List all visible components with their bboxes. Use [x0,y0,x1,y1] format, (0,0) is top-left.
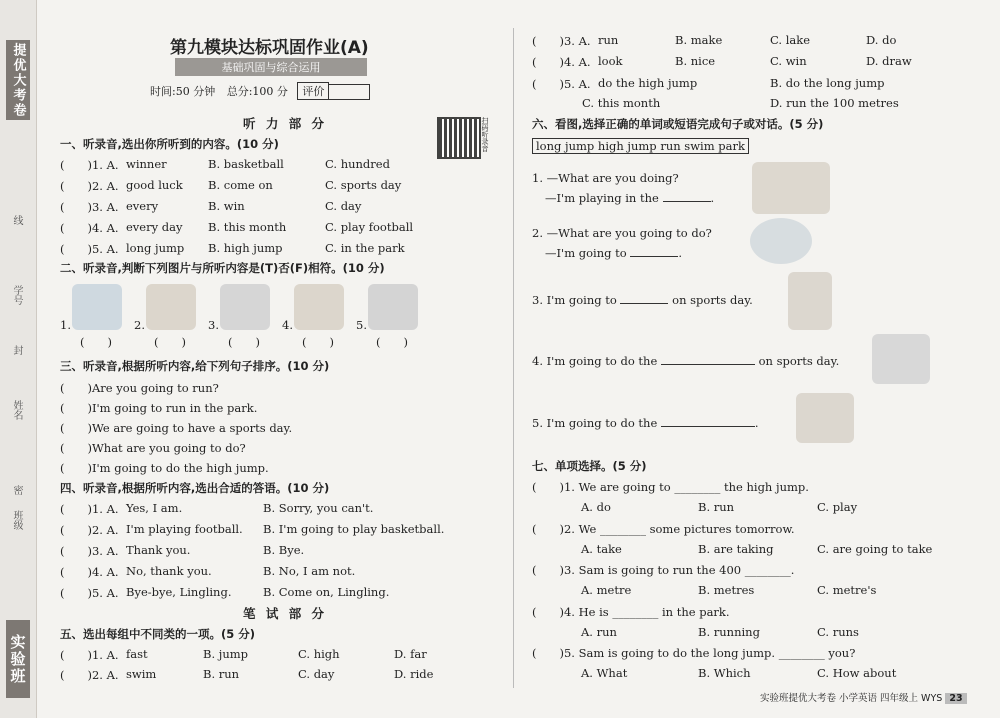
qr-caption: 扫码听录音 [481,117,489,152]
s7-title: 七、单项选择。(5 分) [532,459,647,473]
run-picture [788,272,832,330]
s4-q1-b[interactable]: B. Sorry, you can't. [263,501,374,515]
s2-title: 二、听录音,判断下列图片与所听内容是(T)否(F)相符。(10 分) [60,261,385,275]
s7-q1-a[interactable]: A. do [581,500,611,514]
s4-q1-num[interactable]: ( )1. A. [60,502,119,516]
s7-q3-question[interactable]: ( )3. Sam is going to run the 400 ________. [532,563,795,577]
s4-q1-a[interactable]: Yes, I am. [126,501,183,515]
s1-q1-num[interactable]: ( )1. A. [60,158,119,172]
s6-q1-blank[interactable] [663,201,711,202]
s4-q4-a[interactable]: No, thank you. [126,564,212,578]
s4-q5-num[interactable]: ( )5. A. [60,586,119,600]
s3-item-1[interactable]: ( )Are you going to run? [60,381,219,395]
s6-q3-b: on sports day. [672,293,753,307]
s6-q1-b: —I'm playing in the . [545,191,715,205]
spine-name: 姓名 [11,400,22,420]
s6-q5-a: 5. I'm going to do the [532,416,658,430]
s1-q2-b[interactable]: B. come on [208,178,273,192]
s1-q1-c[interactable]: C. hundred [325,157,390,171]
s7-q4-a[interactable]: A. run [581,624,617,639]
s1-q4-a[interactable]: every day [126,220,183,234]
s1-q1-a[interactable]: winner [126,157,167,171]
s6-q2-text: —I'm going to [545,246,627,260]
s6-q5: 5. I'm going to do the . [532,416,759,430]
s2-num-1: 1. [60,318,71,332]
s6-q5-blank[interactable] [661,426,755,427]
writing-section-title: 笔 试 部 分 [243,606,328,621]
s6-q1-text: —I'm playing in the [545,191,659,205]
s1-q3-a[interactable]: every [126,199,159,213]
s4-q3-num[interactable]: ( )3. A. [60,544,119,558]
s5-q1-a[interactable]: fast [126,647,148,661]
s4-q4-num[interactable]: ( )4. A. [60,565,119,579]
s2-answer-3[interactable]: ( ) [228,335,260,349]
s5-q5-num[interactable]: ( )5. A. [532,77,591,91]
spine-class: 班级 [11,510,22,530]
s5-q5-a[interactable]: do the high jump [598,76,698,90]
s5-q1-num[interactable]: ( )1. A. [60,648,119,662]
s7-q1-b[interactable]: B. run [698,500,735,514]
s4-q4-b[interactable]: B. No, I am not. [263,564,356,578]
s7-q3-c[interactable]: C. metre's [817,583,877,597]
s7-q3-b[interactable]: B. metres [698,583,755,597]
s3-item-5[interactable]: ( )I'm going to do the high jump. [60,461,269,475]
s2-answer-4[interactable]: ( ) [302,335,334,349]
s5-q3-num[interactable]: ( )3. A. [532,34,591,48]
s1-q5-a[interactable]: long jump [126,241,185,255]
s6-q4 [532,354,839,368]
s1-q4-c[interactable]: C. play football [325,220,414,234]
s1-q3-b[interactable]: B. win [208,199,245,213]
s2-answer-5[interactable]: ( ) [376,335,408,349]
s2-num-3: 3. [208,318,219,332]
s5-q3-a[interactable]: run [598,33,619,47]
page-divider [513,28,514,688]
spine-secret-label: 密 [11,485,22,495]
s1-q3-num[interactable]: ( )3. A. [60,200,119,214]
footer-text: 实验班提优大考卷 小学英语 四年级上 WYS [760,693,943,704]
park-picture [752,162,830,214]
s1-q2-a[interactable]: good luck [126,178,183,192]
s7-q4-question[interactable]: ( )4. He is ________ in the park. [532,604,730,619]
s4-q5-b[interactable]: B. Come on, Lingling. [263,585,390,599]
s5-q4-num[interactable]: ( )4. A. [532,55,591,69]
s7-q5-question[interactable]: ( )5. Sam is going to do the long jump. ________ you? [532,646,856,660]
s4-q3-b[interactable]: B. Bye. [263,543,305,557]
s4-q5-a[interactable]: Bye-bye, Lingling. [126,585,232,599]
s5-q2-num[interactable]: ( )2. A. [60,668,119,682]
s1-q1-b[interactable]: B. basketball [208,157,284,171]
s1-q3-c[interactable]: C. day [325,199,362,213]
brand-bottom: 实验班 [6,620,30,698]
page-number: 23 [945,693,966,704]
s5-q4-b[interactable]: B. nice [675,54,716,68]
s5-q3-d[interactable]: D. do [866,33,897,47]
s7-q3-a[interactable]: A. metre [581,583,632,597]
longjump-picture [796,393,854,443]
s4-q3-a[interactable]: Thank you. [126,543,191,557]
s6-q3-blank[interactable] [620,303,668,304]
s3-title: 三、听录音,根据所听内容,给下列句子排序。(10 分) [60,359,330,373]
s5-q2-a[interactable]: swim [126,667,157,681]
s5-q4-d[interactable]: D. draw [866,54,912,68]
s5-q1-d[interactable]: D. far [394,647,427,661]
s2-answer-2[interactable]: ( ) [154,335,186,349]
swim-picture [750,218,812,264]
score-label: 总分:100 分 [226,85,288,98]
footer [760,690,967,704]
s6-q3 [532,293,753,307]
eval-label: 评价 [297,82,329,100]
s6-title: 六、看图,选择正确的单词或短语完成句子或对话。(5 分) [532,117,824,131]
s6-q4-blank[interactable] [661,364,755,365]
s5-q5-b[interactable]: B. do the long jump [770,76,885,90]
s5-q4-c[interactable]: C. win [770,54,807,68]
s2-num-5: 5. [356,318,367,332]
s5-q1-c[interactable]: C. high [298,647,340,661]
s7-q5-c[interactable]: C. How about [817,666,897,680]
s7-q2-a[interactable]: A. take [581,541,622,556]
s7-q5-a[interactable]: A. What [581,666,628,680]
s7-q2-c[interactable]: C. are going to take [817,541,933,556]
s7-q4-c[interactable]: C. runs [817,624,859,639]
s7-q1-c[interactable]: C. play [817,500,858,514]
s7-q5-b[interactable]: B. Which [698,666,751,680]
s6-q4-b: on sports day. [758,354,840,368]
qr-code[interactable] [437,117,481,159]
s5-q2-c[interactable]: C. day [298,667,335,681]
s6-q4-a: 4. I'm going to do the [532,354,658,368]
s5-q3-b[interactable]: B. make [675,33,723,47]
s5-q2-b[interactable]: B. run [203,667,240,681]
football-boy-picture [146,284,196,330]
s7-q2-question[interactable]: ( )2. We ________ some pictures tomorrow. [532,521,795,536]
s5-q5-d[interactable]: D. run the 100 metres [770,96,899,110]
listening-section-title: 听 力 部 分 [243,116,328,131]
s1-q4-b[interactable]: B. this month [208,220,287,234]
s7-q1-question[interactable]: ( )1. We are going to ________ the high jump. [532,480,809,494]
s2-num-4: 4. [282,318,293,332]
s1-q2-num[interactable]: ( )2. A. [60,179,119,193]
s6-word-box: long jump high jump run swim park [532,138,749,154]
s5-title: 五、选出每组中不同类的一项。(5 分) [60,627,256,641]
s5-q5-c[interactable]: C. this month [582,96,661,110]
spine-line-label: 线 [11,215,22,225]
time-label: 时间:50 分钟 [150,85,216,98]
s3-item-2[interactable]: ( )I'm going to run in the park. [60,401,258,415]
s1-q2-c[interactable]: C. sports day [325,178,402,192]
running-boy-picture [294,284,344,330]
s1-q5-num[interactable]: ( )5. A. [60,242,119,256]
page-subtitle: 基础巩固与综合运用 [175,58,367,76]
eval-box[interactable] [328,84,370,100]
s6-q3-a: 3. I'm going to [532,293,617,307]
s2-answer-1[interactable]: ( ) [80,335,112,349]
s6-q2-a: 2. —What are you going to do? [532,226,712,240]
s1-q5-c[interactable]: C. in the park [325,241,405,255]
s5-q3-c[interactable]: C. lake [770,33,811,47]
s6-q1-a: 1. —What are you doing? [532,171,679,185]
s3-item-4[interactable]: ( )What are you going to do? [60,441,246,455]
s5-q4-a[interactable]: look [598,54,623,68]
s7-q4-b[interactable]: B. running [698,624,760,639]
s2-num-2: 2. [134,318,145,332]
s1-q5-b[interactable]: B. high jump [208,241,283,255]
high-jump-picture [368,284,418,330]
s6-q2-blank[interactable] [630,256,678,257]
s4-title: 四、听录音,根据所听内容,选出合适的答语。(10 分) [60,481,330,495]
binding-spine [0,0,37,718]
s7-q2-b[interactable]: B. are taking [698,541,774,556]
highjump-picture [872,334,930,384]
s4-q2-a[interactable]: I'm playing football. [126,522,243,536]
s1-q4-num[interactable]: ( )4. A. [60,221,119,235]
s5-q2-d[interactable]: D. ride [394,667,434,681]
s4-q2-b[interactable]: B. I'm going to play basketball. [263,522,445,536]
basketball-hoop-picture [220,284,270,330]
s4-q2-num[interactable]: ( )2. A. [60,523,119,537]
s5-q1-b[interactable]: B. jump [203,647,249,661]
s6-q2-b: —I'm going to . [545,246,683,260]
swimming-boy-picture [72,284,122,330]
time-info [150,82,370,100]
spine-student-no: 学号 [11,285,22,305]
spine-seal-label: 封 [11,345,22,355]
s3-item-3[interactable]: ( )We are going to have a sports day. [60,421,293,435]
brand-top: 提优大考卷 [6,40,30,120]
s1-title: 一、听录音,选出你所听到的内容。(10 分) [60,137,279,151]
page-title: 第九模块达标巩固作业(A) [170,38,369,58]
